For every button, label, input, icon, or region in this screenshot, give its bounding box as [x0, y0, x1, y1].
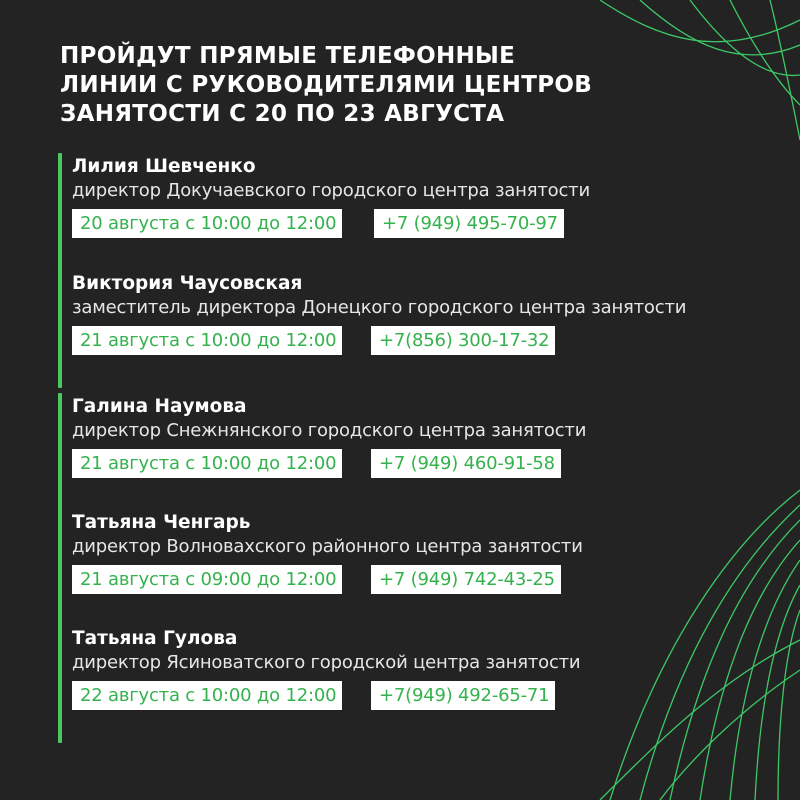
accent-bar	[58, 509, 62, 627]
contact-name: Татьяна Гулова	[72, 628, 238, 649]
accent-bar	[58, 270, 62, 388]
contact-role: заместитель директора Донецкого городского центра занятости	[72, 297, 687, 318]
contact-entry	[58, 393, 788, 511]
contact-name: Виктория Чаусовская	[72, 273, 303, 294]
phone-chip[interactable]: +7 (949) 460-91-58	[371, 449, 561, 478]
contact-role: директор Ясиноватского городской центра занятости	[72, 652, 581, 673]
accent-bar	[58, 393, 62, 511]
contact-role: директор Волновахского районного центра занятости	[72, 536, 583, 557]
accent-bar	[58, 153, 62, 271]
schedule-chip: 21 августа с 09:00 до 12:00	[72, 565, 342, 594]
schedule-chip: 21 августа с 10:00 до 12:00	[72, 326, 342, 355]
contact-name: Галина Наумова	[72, 396, 247, 417]
contact-name: Лилия Шевченко	[72, 156, 256, 177]
schedule-chip: 20 августа с 10:00 до 12:00	[72, 209, 342, 238]
phone-chip[interactable]: +7(949) 492-65-71	[371, 681, 555, 710]
contact-entry	[58, 270, 788, 388]
contact-role: директор Снежнянского городского центра занятости	[72, 420, 587, 441]
contact-name: Татьяна Ченгарь	[72, 512, 251, 533]
page-title	[60, 42, 700, 129]
contact-entry	[58, 625, 788, 743]
phone-chip[interactable]: +7 (949) 742-43-25	[371, 565, 561, 594]
phone-chip[interactable]: +7(856) 300-17-32	[371, 326, 555, 355]
accent-bar	[58, 625, 62, 743]
phone-chip[interactable]: +7 (949) 495-70-97	[374, 209, 564, 238]
title-line: ЛИНИИ С РУКОВОДИТЕЛЯМИ ЦЕНТРОВ	[60, 72, 593, 98]
title-line: ЗАНЯТОСТИ С 20 ПО 23 АВГУСТА	[60, 101, 505, 127]
schedule-chip: 22 августа с 10:00 до 12:00	[72, 681, 342, 710]
contact-entry	[58, 153, 788, 271]
contact-role: директор Докучаевского городского центра занятости	[72, 180, 590, 201]
title-line: ПРОЙДУТ ПРЯМЫЕ ТЕЛЕФОННЫЕ	[60, 43, 516, 69]
schedule-chip: 21 августа с 10:00 до 12:00	[72, 449, 342, 478]
contact-entry	[58, 509, 788, 627]
